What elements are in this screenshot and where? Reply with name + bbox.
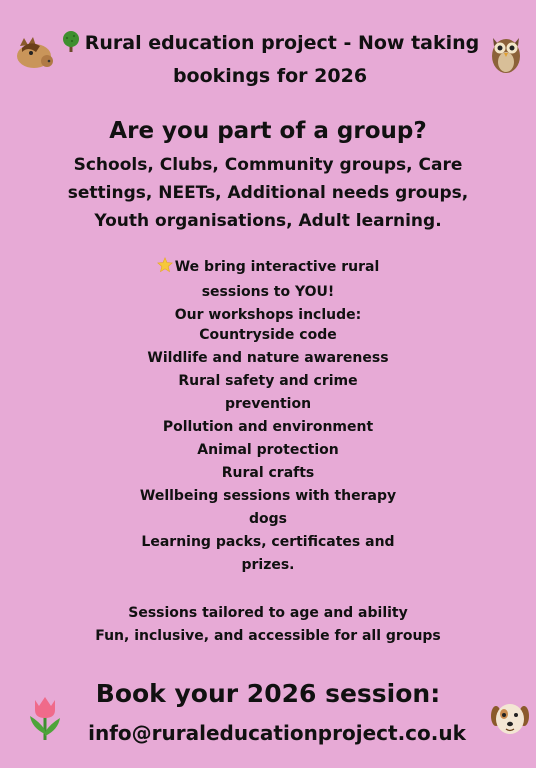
workshop-item: Rural safety and crime prevention	[178, 373, 358, 412]
workshop-item: Animal protection	[197, 442, 339, 458]
email-link[interactable]: info@ruraleducationproject.co.uk	[88, 721, 466, 745]
question-heading: Are you part of a group?	[109, 118, 427, 144]
dog-face-icon	[490, 700, 530, 738]
workshop-item: Wildlife and nature awareness	[147, 350, 389, 366]
groups-list: Schools, Clubs, Community groups, Care settings, NEETs, Additional needs groups, Youth organisations, Adult learning.	[67, 155, 469, 231]
workshop-item: Rural crafts	[221, 465, 315, 481]
workshops-list	[130, 324, 406, 577]
intro-block	[130, 256, 406, 327]
intro-line-1: We bring interactive rural sessions to YOU!	[174, 259, 380, 300]
sessions-block	[20, 602, 516, 648]
workshop-item: Wellbeing sessions with therapy dogs	[139, 488, 397, 527]
cta-heading: Book your 2026 session:	[95, 679, 441, 708]
star-icon	[157, 257, 173, 281]
workshop-item: Pollution and environment	[162, 419, 374, 435]
header-title-block	[60, 28, 480, 91]
workshop-item: Countryside code	[199, 327, 337, 343]
tree-icon	[61, 30, 81, 61]
intro-line-2: Our workshops include:	[174, 307, 362, 323]
horse-face-icon	[14, 36, 54, 74]
sessions-line-1: Sessions tailored to age and ability	[128, 605, 408, 621]
sessions-line-2: Fun, inclusive, and accessible for all groups	[95, 628, 441, 644]
header-title: Rural education project - Now taking bookings for 2026	[84, 32, 480, 87]
owl-icon	[488, 30, 524, 74]
workshop-item: Learning packs, certificates and prizes.	[141, 534, 395, 573]
